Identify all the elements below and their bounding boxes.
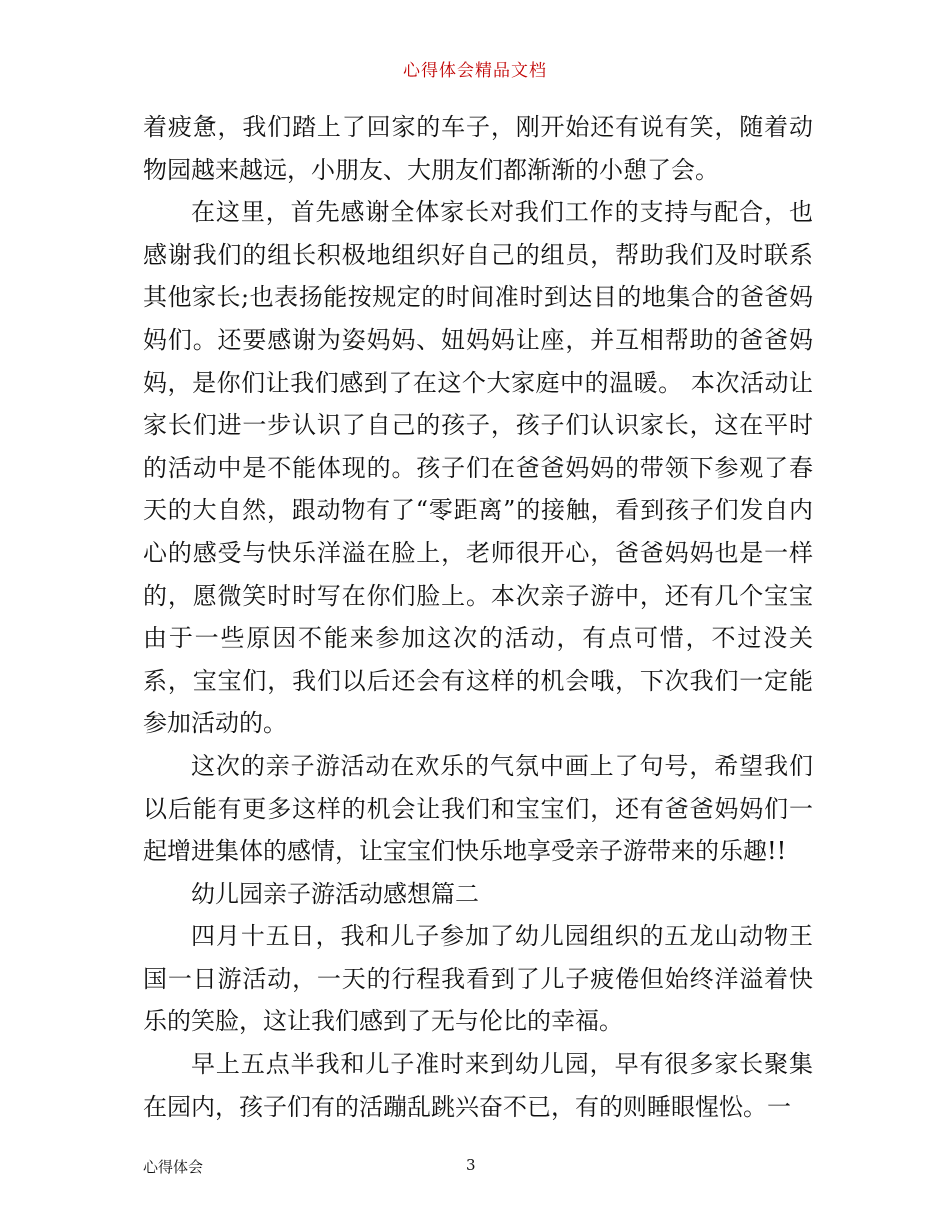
page-number: 3 [466,1156,476,1174]
paragraph-3: 这次的亲子游活动在欢乐的气氛中画上了句号，希望我们以后能有更多这样的机会让我们和宝宝们，还有爸爸妈妈们一起增进集体的感情，让宝宝们快乐地享受亲子游带来的乐趣!! [143,751,813,866]
paragraph-4: 四月十五日，我和儿子参加了幼儿园组织的五龙山动物王国一日游活动，一天的行程我看到了儿子疲倦但始终洋溢着快乐的笑脸，这让我们感到了无与伦比的幸福。 [143,922,813,1036]
paragraph-2: 在这里，首先感谢全体家长对我们工作的支持与配合，也感谢我们的组长积极地组织好自己的组员，帮助我们及时联系其他家长;也表扬能按规定的时间准时到达目的地集合的爸爸妈妈们。还要感谢为姿妈妈、妞妈妈让座，并互相帮助的爸爸妈妈，是你们让我们感到了在这个大家庭中的温暖。 本次活动让家长们进一步认识了自己的孩子，孩子们认识家长，这在平时的活动中是不能体现的。孩子们在爸爸妈妈的带领下参观了春天的大自然，跟动物有了“零距离”的接触，看到孩子们发自内心的感受与快乐洋溢在脸上，老师很开心，爸爸妈妈也是一样的，愿微笑时时写在你们脸上。本次亲子游中，还有几个宝宝由于一些原因不能来参加这次的活动，有点可惜，不过没关系，宝宝们，我们以后还会有这样的机会哦，下次我们一定能参加活动的。 [143,198,813,738]
section-heading: 幼儿园亲子游活动感想篇二 [191,879,479,908]
paragraph-1: 着疲惫，我们踏上了回家的车子，刚开始还有说有笑，随着动物园越来越远，小朋友、大朋友们都渐渐的小憩了会。 [143,113,813,184]
footer-label: 心得体会 [143,1158,204,1176]
document-body [143,106,813,1128]
paragraph-5: 早上五点半我和儿子准时来到幼儿园，早有很多家长聚集在园内，孩子们有的活蹦乱跳兴奋不已，有的则睡眼惺忪。一 [143,1050,813,1121]
header-title: 心得体会精品文档 [403,61,547,81]
